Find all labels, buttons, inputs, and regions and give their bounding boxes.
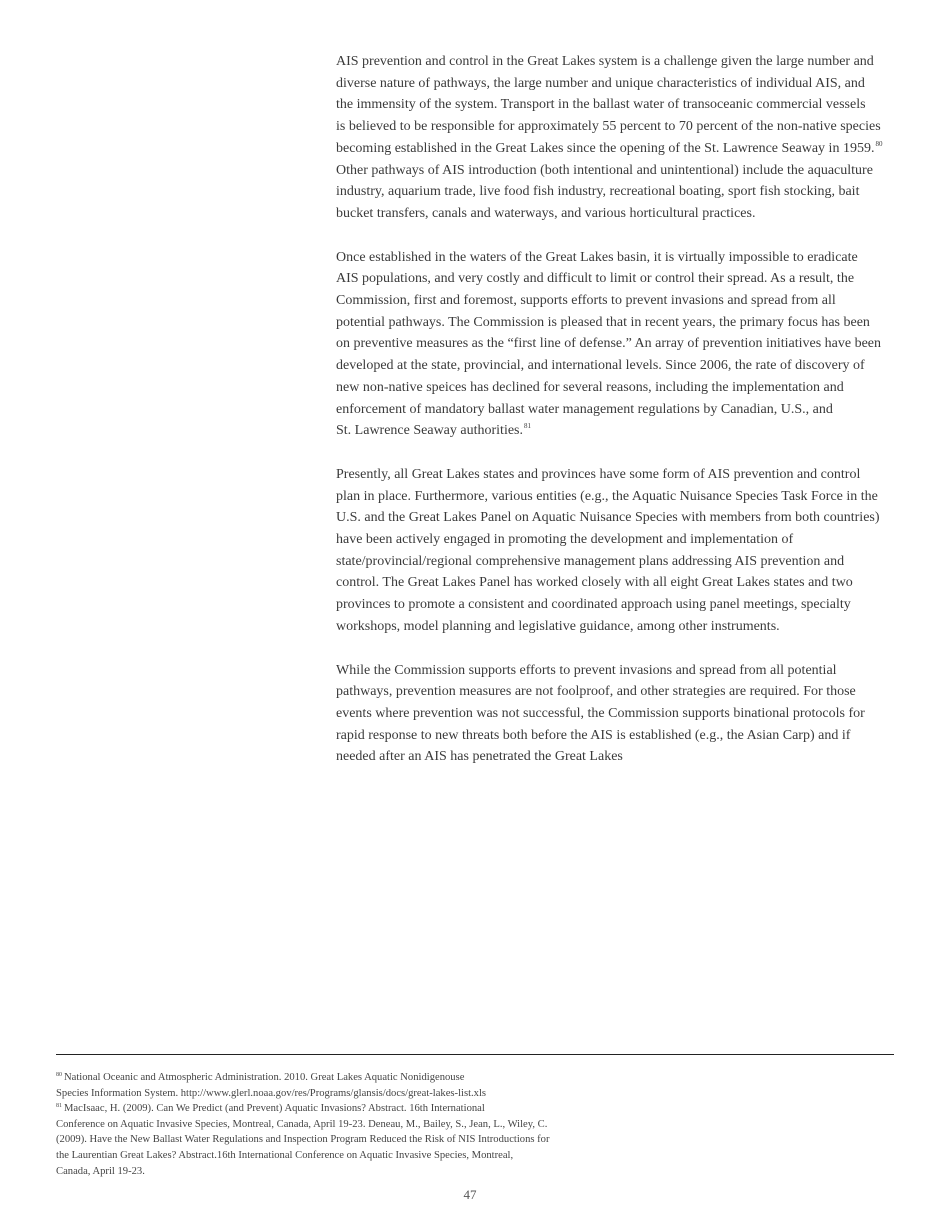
paragraph-2 bbox=[336, 247, 911, 442]
footnote-text: National Oceanic and Atmospheric Administration. 2010. Great Lakes Aquatic Nonidigenouse bbox=[64, 1072, 465, 1083]
footnote-line: (2009). Have the New Ballast Water Regulations and Inspection Program Reduced the Risk of NIS Introductions for bbox=[56, 1134, 550, 1146]
paragraph-4 bbox=[336, 660, 911, 769]
footnote-line bbox=[56, 1070, 550, 1086]
text-line: needed after an AIS has penetrated the Great Lakes bbox=[336, 749, 623, 765]
text-line: state/provincial/regional comprehensive management plans addressing AIS prevention and bbox=[336, 553, 845, 569]
footnote-80 bbox=[56, 1070, 550, 1101]
text-line: bucket transfers, canals and waterways, and various horticultural practices. bbox=[336, 205, 756, 221]
text-line: control. The Great Lakes Panel has worked closely with all eight Great Lakes states and two bbox=[336, 575, 853, 591]
text-line: on preventive measures as the “first line of defense.” An array of prevention initiatives have been bbox=[336, 336, 882, 352]
text-line: Once established in the waters of the Great Lakes basin, it is virtually impossible to eradicate bbox=[336, 249, 858, 265]
text-line: events where prevention was not successful, the Commission supports binational protocols for bbox=[336, 705, 865, 721]
text-line: rapid response to new threats both before the AIS is established (e.g., the Asian Carp) and if bbox=[336, 727, 851, 743]
text-line: Other pathways of AIS introduction (both intentional and unintentional) include the aquaculture bbox=[336, 162, 873, 178]
page-number: 47 bbox=[463, 1187, 477, 1202]
text-line: workshops, model planning and legislative guidance, among other instruments. bbox=[336, 618, 780, 634]
text-line: developed at the state, provincial, and international levels. Since 2006, the rate of discovery of bbox=[336, 358, 865, 374]
main-text bbox=[336, 51, 911, 790]
footnotes bbox=[56, 1070, 550, 1179]
paragraph-3 bbox=[336, 464, 911, 638]
text-line: AIS populations, and very costly and difficult to limit or control their spread. As a result, the bbox=[336, 271, 855, 287]
text-line: industry, aquarium trade, live food fish industry, recreational boating, sport fish stocking, bait bbox=[336, 184, 860, 200]
text-line: new non-native speices has declined for several reasons, including the implementation and bbox=[336, 379, 844, 395]
text-line-with-footnote bbox=[336, 420, 911, 442]
footnote-line: Species Information System. http://www.glerl.noaa.gov/res/Programs/glansis/docs/great-lakes-list.xls bbox=[56, 1087, 487, 1099]
text-line: becoming established in the Great Lakes since the opening of the St. Lawrence Seaway in 1959. bbox=[336, 140, 875, 156]
footnote-text: MacIsaac, H. (2009). Can We Predict (and Prevent) Aquatic Invasions? Abstract. 16th International bbox=[64, 1103, 485, 1115]
footnote-ref-81[interactable]: 81 bbox=[524, 422, 531, 431]
footnote-81 bbox=[56, 1101, 550, 1179]
text-line: the immensity of the system. Transport in the ballast water of transoceanic commercial vessels bbox=[336, 97, 866, 113]
text-line: AIS prevention and control in the Great Lakes system is a challenge given the large number and bbox=[336, 54, 874, 69]
text-line: Presently, all Great Lakes states and provinces have some form of AIS prevention and control bbox=[336, 466, 861, 482]
footnote-line: Conference on Aquatic Invasive Species, Montreal, Canada, April 19-23. Deneau, M., Bailey, S., Jean, L., Wiley, C. bbox=[56, 1118, 548, 1130]
footnote-line bbox=[56, 1101, 550, 1117]
text-line: plan in place. Furthermore, various entities (e.g., the Aquatic Nuisance Species Task Force in the bbox=[336, 488, 878, 504]
text-line: pathways, prevention measures are not foolproof, and other strategies are required. For those bbox=[336, 684, 856, 700]
footnote-number: 80 bbox=[56, 1072, 62, 1078]
footnote-number: 81 bbox=[56, 1103, 62, 1110]
text-line: potential pathways. The Commission is pleased that in recent years, the primary focus has been bbox=[336, 314, 870, 330]
text-line: diverse nature of pathways, the large number and unique characteristics of individual AIS, and bbox=[336, 75, 865, 91]
footnote-line: the Laurentian Great Lakes? Abstract.16th International Conference on Aquatic Invasive Species, Montreal, bbox=[56, 1149, 514, 1161]
footnote-divider bbox=[56, 1054, 894, 1055]
text-line: is believed to be responsible for approximately 55 percent to 70 percent of the non-native species bbox=[336, 119, 881, 135]
text-line-with-footnote bbox=[336, 138, 911, 160]
text-line: Commission, first and foremost, supports efforts to prevent invasions and spread from all bbox=[336, 293, 836, 309]
text-line: provinces to promote a consistent and coordinated approach using panel meetings, specialty bbox=[336, 597, 851, 613]
footnote-line: Canada, April 19-23. bbox=[56, 1165, 145, 1177]
paragraph-1 bbox=[336, 51, 911, 225]
text-line: U.S. and the Great Lakes Panel on Aquatic Nuisance Species with members from both countries) bbox=[336, 510, 880, 526]
text-line: enforcement of mandatory ballast water management regulations by Canadian, U.S., and bbox=[336, 401, 833, 417]
text-line: St. Lawrence Seaway authorities. bbox=[336, 423, 523, 439]
text-line: While the Commission supports efforts to prevent invasions and spread from all potential bbox=[336, 662, 837, 678]
text-line: have been actively engaged in promoting the development and implementation of bbox=[336, 532, 794, 548]
footnote-ref-80[interactable]: 80 bbox=[875, 139, 883, 148]
